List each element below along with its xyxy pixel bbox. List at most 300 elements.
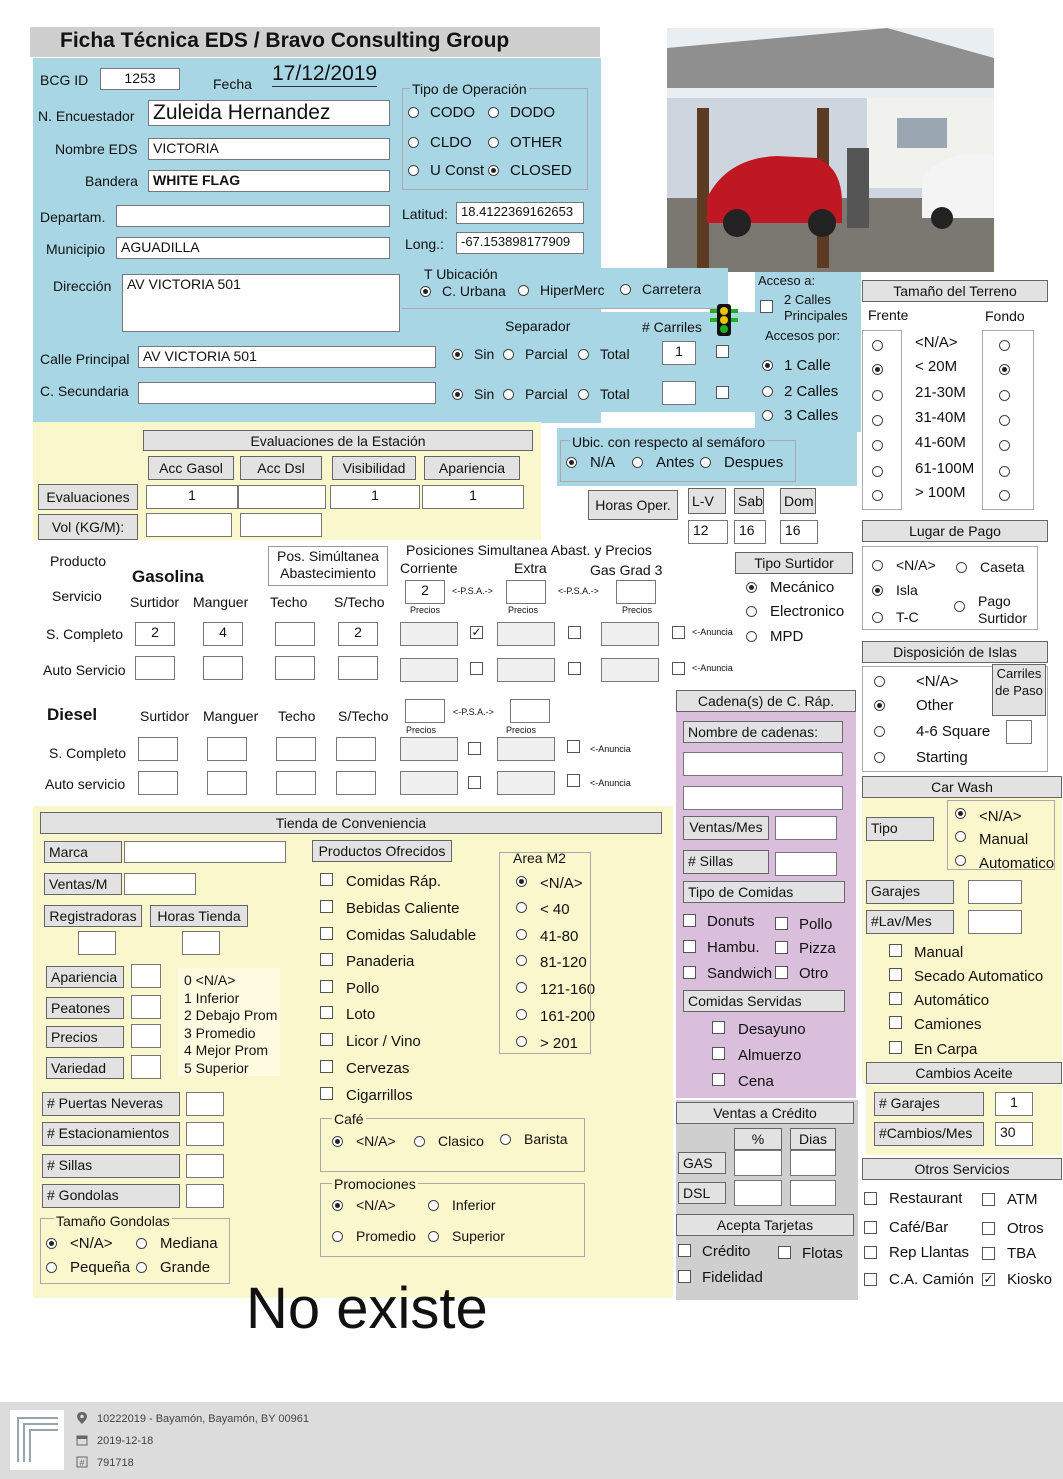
- gondola-label-3: Grande: [160, 1259, 211, 1276]
- comida-check-5[interactable]: [775, 966, 788, 979]
- carwash-lav-label: #Lav/Mes: [866, 910, 954, 934]
- gas-anuncia-grad3-1[interactable]: [672, 662, 685, 675]
- ubicacion-radio-2[interactable]: [620, 284, 631, 295]
- credito-row-1: DSL: [678, 1182, 726, 1204]
- pago-header: Lugar de Pago: [862, 520, 1048, 542]
- tarjeta-check-1[interactable]: [778, 1246, 791, 1259]
- carwash-check-1[interactable]: [889, 968, 902, 981]
- precios-title: Posiciones Simultanea Abast. y Precios: [406, 542, 652, 558]
- separador-row1-label-2: Total: [600, 346, 630, 362]
- lat-label: Latitud:: [402, 206, 448, 222]
- bandera-label: Bandera: [85, 173, 138, 189]
- fondo-radio-6[interactable]: [999, 490, 1010, 501]
- registradoras-field[interactable]: [78, 931, 116, 955]
- count-label-2: # Sillas: [42, 1154, 180, 1178]
- count-label-0: # Puertas Neveras: [42, 1092, 180, 1116]
- semaforo-radio-2[interactable]: [700, 457, 711, 468]
- servida-label-1: Almuerzo: [738, 1047, 802, 1064]
- semaforo-check-2[interactable]: [716, 386, 729, 399]
- tipo-op-radio-4[interactable]: [408, 165, 419, 176]
- gas-sc-field-1[interactable]: 4: [203, 622, 243, 646]
- islas-radio-0[interactable]: [874, 676, 885, 687]
- depto-label: Departam.: [40, 209, 106, 225]
- otros-check-3[interactable]: [982, 1222, 995, 1235]
- ubicacion-radio-1[interactable]: [518, 285, 529, 296]
- servida-check-1[interactable]: [712, 1047, 725, 1060]
- carriles-row2[interactable]: [662, 381, 696, 405]
- dsl-as-field-2[interactable]: [276, 771, 316, 795]
- acceso-radio-1[interactable]: [762, 386, 773, 397]
- gas-anuncia-corriente-1[interactable]: [470, 662, 483, 675]
- pago-radio-4[interactable]: [872, 612, 883, 623]
- count-field-2[interactable]: [186, 1154, 224, 1178]
- grad3-field[interactable]: [616, 580, 656, 604]
- semaforo-label-1: Antes: [656, 454, 695, 471]
- dsl-precios-label-1: Precios: [506, 725, 537, 735]
- gasolina-title: Gasolina: [132, 567, 204, 586]
- surtidor-label-2: MPD: [770, 628, 804, 645]
- gas-col-1: Manguer: [193, 594, 249, 610]
- gas-sc-field-0[interactable]: 2: [135, 622, 175, 646]
- gas-as-field-1[interactable]: [203, 656, 243, 680]
- gas-sc-label: S. Completo: [46, 626, 124, 642]
- municipio-field[interactable]: AGUADILLA: [116, 237, 390, 259]
- count-field-1[interactable]: [186, 1122, 224, 1146]
- otros-label-7: Kiosko: [1007, 1271, 1053, 1288]
- semaforo-check-1[interactable]: [716, 345, 729, 358]
- tipo-op-radio-5[interactable]: [488, 165, 499, 176]
- frente-radio-2[interactable]: [872, 390, 883, 401]
- gas-as-field-3[interactable]: [338, 656, 378, 680]
- otros-check-2[interactable]: [864, 1221, 877, 1234]
- rating-field-2[interactable]: [131, 1024, 161, 1048]
- gas-precio-extra-1[interactable]: [497, 658, 555, 682]
- fecha-value[interactable]: 17/12/2019: [272, 62, 378, 85]
- horas-value-2[interactable]: 16: [780, 520, 818, 544]
- registradoras-label: Registradoras: [44, 905, 142, 927]
- surtidor-header: Tipo Surtidor: [735, 552, 853, 574]
- bcg-id-field[interactable]: 1253: [100, 68, 180, 90]
- lat-field[interactable]: 18.4122369162653: [456, 202, 584, 224]
- producto-check-8[interactable]: [320, 1087, 333, 1100]
- separador-row2-label-0: Sin: [474, 386, 495, 402]
- horas-value-0[interactable]: 12: [688, 520, 728, 544]
- dsl-extra-field[interactable]: [510, 699, 550, 723]
- pago-radio-2[interactable]: [872, 585, 883, 596]
- carwash-check-3[interactable]: [889, 1016, 902, 1029]
- dsl-as-field-1[interactable]: [207, 771, 247, 795]
- dsl-anuncia-label-1: <-Anuncia: [590, 778, 631, 788]
- count-label-3: # Gondolas: [42, 1184, 180, 1208]
- promo-group: [320, 1183, 585, 1257]
- otros-label-6: C.A. Camión: [889, 1271, 975, 1288]
- comida-check-1[interactable]: [775, 917, 788, 930]
- dsl-anuncia-b-0[interactable]: [567, 740, 580, 753]
- semaforo-radio-1[interactable]: [632, 457, 643, 468]
- comida-check-3[interactable]: [775, 941, 788, 954]
- comida-check-2[interactable]: [683, 940, 696, 953]
- gas-precio-grad3-1[interactable]: [601, 658, 659, 682]
- eval-row2-field-0[interactable]: [146, 513, 232, 537]
- scale-item-3: 3 Promedio: [184, 1025, 256, 1041]
- scale-item-0: 0 <N/A>: [184, 972, 236, 988]
- tipo-op-label-2: CLDO: [430, 134, 472, 151]
- carwash-check-label-4: En Carpa: [914, 1041, 978, 1058]
- gondola-label-2: Pequeña: [70, 1259, 131, 1276]
- producto-label-2: Comidas Saludable: [346, 927, 477, 944]
- otros-check-6[interactable]: [864, 1273, 877, 1286]
- gas-as-field-0[interactable]: [135, 656, 175, 680]
- count-field-0[interactable]: [186, 1092, 224, 1116]
- producto-check-1[interactable]: [320, 900, 333, 913]
- separador-title: Separador: [505, 318, 571, 334]
- carwash-check-4[interactable]: [889, 1041, 902, 1054]
- tarjeta-check-2[interactable]: [678, 1270, 691, 1283]
- frente-radio-4[interactable]: [872, 440, 883, 451]
- producto-check-5[interactable]: [320, 1006, 333, 1019]
- eval-row1-field-0[interactable]: 1: [146, 485, 238, 509]
- credito-row-0: GAS: [678, 1152, 726, 1174]
- dsl-sc-field-3[interactable]: [336, 737, 376, 761]
- direccion-field[interactable]: AV VICTORIA 501: [122, 274, 400, 332]
- tipo-op-radio-1[interactable]: [488, 107, 499, 118]
- acceso-label-2: 3 Calles: [784, 407, 839, 424]
- dos-calles-check[interactable]: [760, 300, 773, 313]
- servida-check-0[interactable]: [712, 1021, 725, 1034]
- rating-field-3[interactable]: [131, 1055, 161, 1079]
- gas-anuncia-extra-1[interactable]: [568, 662, 581, 675]
- producto-check-3[interactable]: [320, 953, 333, 966]
- pago-label-3: Pago Surtidor: [978, 593, 1028, 626]
- pago-label-0: <N/A>: [896, 557, 936, 573]
- carriles-row1[interactable]: 1: [662, 341, 696, 365]
- aceite-header: Cambios Aceite: [866, 1062, 1062, 1084]
- nombre-field[interactable]: VICTORIA: [148, 138, 390, 160]
- rating-field-0[interactable]: [131, 964, 161, 988]
- gas-precio-corriente-0[interactable]: [400, 622, 458, 646]
- rating-label-1: Peatones: [46, 997, 124, 1019]
- dsl-sc-field-2[interactable]: [276, 737, 316, 761]
- ubicacion-label-2: Carretera: [642, 281, 702, 297]
- promo-label-2: Promedio: [356, 1228, 416, 1244]
- fondo-radio-1[interactable]: [999, 364, 1010, 375]
- tarjeta-label-2: Fidelidad: [702, 1269, 763, 1286]
- producto-check-6[interactable]: [320, 1033, 333, 1046]
- credito-dias-0[interactable]: [790, 1150, 836, 1176]
- frente-radio-3[interactable]: [872, 415, 883, 426]
- comida-label-3: Pizza: [799, 940, 836, 957]
- cadena-field-1[interactable]: [683, 752, 843, 776]
- dsl-as-field-0[interactable]: [138, 771, 178, 795]
- comida-check-0[interactable]: [683, 914, 696, 927]
- frente-radio-5[interactable]: [872, 466, 883, 477]
- horas-col-1: Sab: [734, 488, 764, 514]
- otros-check-5[interactable]: [982, 1247, 995, 1260]
- carwash-check-0[interactable]: [889, 944, 902, 957]
- dsl-psa-label: <-P.S.A.->: [453, 707, 494, 717]
- svg-text:#: #: [79, 1458, 85, 1468]
- carriles-title: # Carriles: [642, 319, 702, 335]
- separador-row1-radio-2[interactable]: [578, 349, 589, 360]
- carwash-radio-0[interactable]: [955, 808, 966, 819]
- secundaria-field[interactable]: [138, 382, 436, 404]
- separador-row1-label-1: Parcial: [525, 346, 568, 362]
- dsl-as-label: Auto servicio: [45, 776, 126, 792]
- surtidor-radio-0[interactable]: [746, 582, 757, 593]
- credito-header: Ventas a Crédito: [676, 1102, 854, 1124]
- cadenas-sillas-label: # Sillas: [683, 850, 769, 874]
- carwash-check-label-0: Manual: [914, 944, 964, 961]
- carriles-paso-field[interactable]: [1006, 720, 1032, 744]
- bandera-field[interactable]: WHITE FLAG: [148, 170, 390, 192]
- separador-row2-radio-2[interactable]: [578, 389, 589, 400]
- producto-label-1: Bebidas Caliente: [346, 900, 460, 917]
- pago-radio-1[interactable]: [956, 562, 967, 573]
- separador-row2-label-2: Total: [600, 386, 630, 402]
- dsl-anuncia-b-1[interactable]: [567, 774, 580, 787]
- surtidor-label-0: Mecánico: [770, 579, 835, 596]
- fondo-radio-4[interactable]: [999, 440, 1010, 451]
- comida-label-0: Donuts: [707, 913, 755, 930]
- tipo-op-radio-0[interactable]: [408, 107, 419, 118]
- gas-sc-field-2[interactable]: [275, 622, 315, 646]
- aceite-garajes-label: # Garajes: [874, 1092, 984, 1116]
- credito-pct-0[interactable]: [734, 1150, 782, 1176]
- scale-item-1: 1 Inferior: [184, 990, 240, 1006]
- carwash-check-2[interactable]: [889, 992, 902, 1005]
- traffic-light-icon: [708, 302, 740, 338]
- islas-radio-1[interactable]: [874, 700, 885, 711]
- productos-label: Productos Ofrecidos: [312, 840, 452, 862]
- eval-row2-field-1[interactable]: [240, 513, 322, 537]
- acceso-label-0: 1 Calle: [784, 357, 831, 374]
- producto-label-4: Pollo: [346, 980, 380, 997]
- eval-col-3: Apariencia: [424, 456, 520, 480]
- footer-id: 791718: [97, 1457, 134, 1469]
- encuestador-field[interactable]: Zuleida Hernandez: [148, 100, 390, 126]
- count-field-3[interactable]: [186, 1184, 224, 1208]
- producto-check-7[interactable]: [320, 1060, 333, 1073]
- eval-row1-field-1[interactable]: [238, 485, 326, 509]
- semaforo-label-2: Despues: [724, 454, 784, 471]
- area-title: Area M2: [513, 850, 566, 866]
- pos-simultanea-label: Pos. Simúltanea Abastecimiento: [268, 546, 388, 586]
- producto-label-8: Cigarrillos: [346, 1087, 413, 1104]
- terreno-label-0: <N/A>: [915, 334, 958, 351]
- carwash-garajes-field[interactable]: [968, 880, 1022, 904]
- gas-as-field-2[interactable]: [275, 656, 315, 680]
- separador-row2-radio-0[interactable]: [452, 389, 463, 400]
- area-group: [499, 852, 591, 1054]
- otros-label-5: TBA: [1007, 1245, 1037, 1262]
- cadenas-header: Cadena(s) de C. Ráp.: [676, 690, 856, 712]
- cadena-field-2[interactable]: [683, 786, 843, 810]
- tarjeta-label-1: Flotas: [802, 1245, 843, 1262]
- fondo-radio-0[interactable]: [999, 340, 1010, 351]
- pago-radio-0[interactable]: [872, 560, 883, 571]
- precios-label-0: Precios: [410, 605, 441, 615]
- corriente-field[interactable]: 2: [405, 580, 445, 604]
- tienda-ventas-field[interactable]: [124, 873, 196, 895]
- carriles-paso-label: Carriles de Paso: [992, 664, 1046, 716]
- aceite-cambios-field[interactable]: 30: [995, 1122, 1033, 1146]
- dsl-as-field-3[interactable]: [336, 771, 376, 795]
- gas-precio-corriente-1[interactable]: [400, 658, 458, 682]
- ubicacion-title: T Ubicación: [424, 266, 498, 282]
- semaforo-title: Ubic. con respecto al semáforo: [572, 434, 765, 450]
- acceso-radio-0[interactable]: [762, 360, 773, 371]
- promo-label-1: Inferior: [452, 1197, 496, 1213]
- fondo-radio-5[interactable]: [999, 466, 1010, 477]
- eval-row1-field-2[interactable]: 1: [330, 485, 420, 509]
- otros-label-1: ATM: [1007, 1191, 1038, 1208]
- carwash-check-label-2: Automático: [914, 992, 990, 1009]
- calle-field[interactable]: AV VICTORIA 501: [138, 346, 436, 368]
- dsl-precio-a-0[interactable]: [400, 737, 458, 761]
- islas-label-0: <N/A>: [916, 673, 959, 690]
- terreno-label-6: > 100M: [915, 484, 966, 501]
- hash-icon: [76, 1456, 88, 1468]
- aceite-garajes-field[interactable]: 1: [995, 1092, 1033, 1116]
- gas-anuncia-extra-0[interactable]: [568, 626, 581, 639]
- horas-tienda-field[interactable]: [182, 931, 220, 955]
- dsl-anuncia-a-0[interactable]: [468, 742, 481, 755]
- producto-label-5: Loto: [346, 1006, 376, 1023]
- dsl-precio-b-0[interactable]: [497, 737, 555, 761]
- producto-check-2[interactable]: [320, 927, 333, 940]
- frente-label: Frente: [868, 307, 909, 323]
- grade-label-1: Extra: [514, 560, 547, 576]
- horas-header: Horas Oper.: [588, 490, 678, 520]
- pago-label-4: T-C: [896, 609, 919, 625]
- cadenas-sillas-field[interactable]: [775, 852, 837, 876]
- separador-row2-radio-1[interactable]: [503, 389, 514, 400]
- eval-row1-field-3[interactable]: 1: [422, 485, 524, 509]
- carwash-check-label-1: Secado Automatico: [914, 968, 1044, 985]
- depto-field[interactable]: [116, 205, 390, 227]
- islas-label-3: Starting: [916, 749, 968, 766]
- cadenas-ventas-field[interactable]: [775, 816, 837, 840]
- gondola-label-0: <N/A>: [70, 1235, 113, 1252]
- separador-row1-label-0: Sin: [474, 346, 495, 362]
- gas-precio-grad3-0[interactable]: [601, 622, 659, 646]
- dsl-precio-b-1[interactable]: [497, 771, 555, 795]
- marca-label: Marca: [44, 841, 122, 863]
- dsl-col-2: Techo: [278, 708, 316, 724]
- semaforo-radio-0[interactable]: [566, 457, 577, 468]
- marca-field[interactable]: [124, 841, 286, 863]
- separador-row1-radio-0[interactable]: [452, 349, 463, 360]
- servida-label-2: Cena: [738, 1073, 774, 1090]
- producto-label-7: Cervezas: [346, 1060, 410, 1077]
- separador-row1-radio-1[interactable]: [503, 349, 514, 360]
- islas-radio-2[interactable]: [874, 726, 885, 737]
- dsl-sc-field-1[interactable]: [207, 737, 247, 761]
- evaluaciones-header: Evaluaciones de la Estación: [143, 430, 533, 451]
- cafe-label-0: <N/A>: [356, 1133, 396, 1149]
- gas-sc-field-3[interactable]: 2: [338, 622, 378, 646]
- rating-field-1[interactable]: [131, 995, 161, 1019]
- secundaria-label: C. Secundaria: [40, 383, 129, 399]
- frente-radio-0[interactable]: [872, 340, 883, 351]
- frente-radio-1[interactable]: [872, 364, 883, 375]
- terreno-header: Tamaño del Terreno: [862, 280, 1048, 302]
- aceite-cambios-label: #Cambios/Mes: [874, 1122, 984, 1146]
- gondolas-title: Tamaño Gondolas: [56, 1213, 170, 1229]
- producto-label-0: Comidas Ráp.: [346, 873, 442, 890]
- comida-check-4[interactable]: [683, 966, 696, 979]
- frente-radio-6[interactable]: [872, 490, 883, 501]
- servicio-label: Servicio: [52, 588, 102, 604]
- footer-location: 10222019 - Bayamón, Bayamón, BY 00961: [97, 1413, 310, 1425]
- dsl-col-0: Surtidor: [140, 708, 190, 724]
- tipo-op-label-0: CODO: [430, 104, 475, 121]
- tipo-op-label-4: U Const: [430, 162, 485, 179]
- bcg-id-label: BCG ID: [40, 72, 89, 88]
- gas-anuncia-corriente-0[interactable]: ✓: [471, 625, 482, 639]
- surtidor-radio-2[interactable]: [746, 631, 757, 642]
- surtidor-label-1: Electronico: [770, 603, 845, 620]
- area-label-1: < 40: [540, 901, 570, 918]
- acceso-radio-2[interactable]: [762, 410, 773, 421]
- otros-label-0: Restaurant: [889, 1190, 963, 1207]
- fecha-label: Fecha: [213, 76, 252, 92]
- otros-header: Otros Servicios: [862, 1158, 1062, 1180]
- carwash-lav-field[interactable]: [968, 910, 1022, 934]
- ubicacion-radio-0[interactable]: [420, 286, 431, 297]
- servida-check-2[interactable]: [712, 1073, 725, 1086]
- extra-field[interactable]: [506, 580, 546, 604]
- precios-label-2: Precios: [622, 605, 653, 615]
- dsl-sc-field-0[interactable]: [138, 737, 178, 761]
- otros-check-0[interactable]: [864, 1192, 877, 1205]
- cafe-label-2: Barista: [524, 1131, 568, 1147]
- footer-date: 2019-12-18: [97, 1435, 154, 1447]
- dsl-precio-a-1[interactable]: [400, 771, 458, 795]
- carwash-radio-1[interactable]: [955, 831, 966, 842]
- horas-value-1[interactable]: 16: [734, 520, 766, 544]
- otros-check-4[interactable]: [864, 1246, 877, 1259]
- cadenas-ventas-label: Ventas/Mes: [683, 816, 769, 840]
- surtidor-radio-1[interactable]: [746, 606, 757, 617]
- credito-pct-1[interactable]: [734, 1180, 782, 1206]
- otros-check-1[interactable]: [982, 1193, 995, 1206]
- long-field[interactable]: -67.153898177909: [456, 232, 584, 254]
- producto-check-0[interactable]: [320, 873, 333, 886]
- eval-col-1: Acc Dsl: [240, 456, 322, 480]
- carwash-radio-2[interactable]: [955, 855, 966, 866]
- precios-label-1: Precios: [508, 605, 539, 615]
- producto-check-4[interactable]: [320, 980, 333, 993]
- gas-anuncia-grad3-0[interactable]: [672, 626, 685, 639]
- otros-check-7[interactable]: ✓: [983, 1272, 994, 1286]
- pago-radio-3[interactable]: [954, 601, 965, 612]
- separador-row2-label-1: Parcial: [525, 386, 568, 402]
- fondo-radio-2[interactable]: [999, 390, 1010, 401]
- tarjeta-check-0[interactable]: [678, 1244, 691, 1257]
- fondo-radio-3[interactable]: [999, 415, 1010, 426]
- gas-col-0: Surtidor: [130, 594, 180, 610]
- tipo-op-radio-2[interactable]: [408, 137, 419, 148]
- dsl-corriente-field[interactable]: [405, 699, 445, 723]
- servida-label-0: Desayuno: [738, 1021, 806, 1038]
- islas-radio-3[interactable]: [874, 752, 885, 763]
- eval-row1-label: Evaluaciones: [38, 484, 138, 510]
- dsl-anuncia-a-1[interactable]: [468, 776, 481, 789]
- gas-precio-extra-0[interactable]: [497, 622, 555, 646]
- tipo-op-radio-3[interactable]: [488, 137, 499, 148]
- credito-dias-1[interactable]: [790, 1180, 836, 1206]
